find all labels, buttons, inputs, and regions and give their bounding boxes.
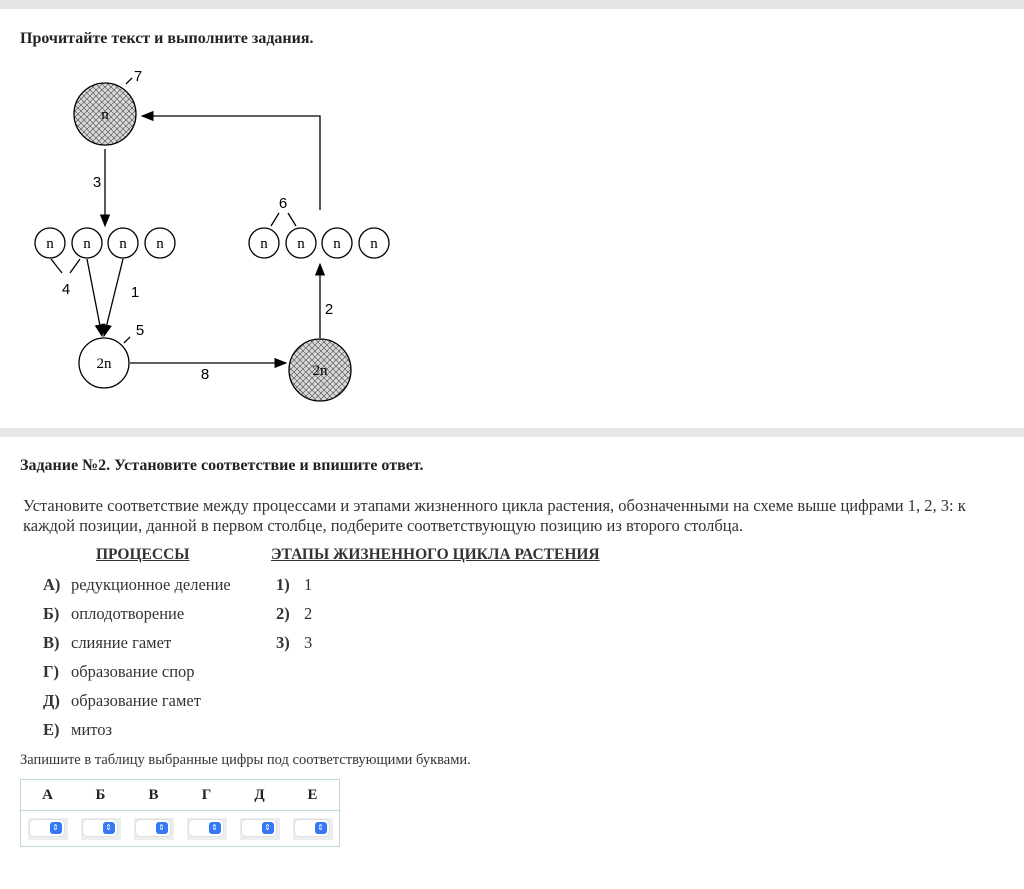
chevron-updown-icon: ⇕	[103, 822, 115, 834]
svg-text:n: n	[370, 236, 378, 252]
processes-header: ПРОЦЕССЫ	[96, 546, 190, 563]
stages-header: ЭТАПЫ ЖИЗНЕННОГО ЦИКЛА РАСТЕНИЯ	[271, 546, 600, 563]
process-item: Б) оплодотворение	[43, 604, 185, 623]
answer-select[interactable]	[240, 818, 280, 840]
answer-select[interactable]	[187, 818, 227, 840]
label-8: 8	[200, 366, 210, 383]
process-item: А) редукционное деление	[43, 575, 231, 594]
label-6: 6	[278, 195, 288, 212]
svg-text:n: n	[156, 236, 164, 252]
answer-select[interactable]	[81, 818, 121, 840]
label-3: 3	[92, 174, 102, 191]
chevron-updown-icon: ⇕	[50, 822, 62, 834]
life-cycle-diagram	[0, 60, 420, 420]
svg-text:n: n	[83, 236, 91, 252]
page-title: Прочитайте текст и выполните задания.	[20, 30, 314, 47]
svg-text:n: n	[333, 236, 341, 252]
chevron-updown-icon: ⇕	[156, 822, 168, 834]
process-item: В) слияние гамет	[43, 633, 172, 652]
stage-item: 3) 3	[276, 633, 313, 652]
process-item: Е) митоз	[43, 720, 113, 739]
svg-text:n: n	[297, 236, 305, 252]
column-letter: Е	[286, 780, 340, 811]
svg-text:n: n	[46, 236, 54, 252]
stage-item: 1) 1	[276, 575, 313, 594]
answer-table	[20, 779, 340, 847]
chevron-updown-icon: ⇕	[209, 822, 221, 834]
chevron-updown-icon: ⇕	[262, 822, 274, 834]
answer-select[interactable]	[134, 818, 174, 840]
label-2: 2	[324, 301, 334, 318]
column-letter: В	[127, 780, 180, 811]
label-7: 7	[133, 68, 143, 85]
svg-text:2n: 2n	[312, 363, 328, 379]
svg-text:n: n	[101, 107, 109, 123]
answer-select[interactable]	[293, 818, 333, 840]
label-1: 1	[130, 284, 140, 301]
column-letter: Г	[180, 780, 233, 811]
instruction-note: Запишите в таблицу выбранные цифры под соответствующими буквами.	[20, 752, 471, 768]
top-bar	[0, 0, 1024, 9]
answer-select[interactable]	[28, 818, 68, 840]
label-5: 5	[135, 322, 145, 339]
stage-item: 2) 2	[276, 604, 313, 623]
svg-text:2n: 2n	[96, 356, 112, 372]
label-4: 4	[61, 281, 71, 298]
svg-text:n: n	[119, 236, 127, 252]
column-letter: А	[21, 780, 75, 811]
svg-text:n: n	[260, 236, 268, 252]
column-letter: Б	[74, 780, 127, 811]
process-item: Г) образование спор	[43, 662, 195, 681]
section-separator	[0, 428, 1024, 437]
column-letter: Д	[233, 780, 286, 811]
task-text: Установите соответствие между процессами и этапами жизненного цикла растения, обозначенными на схеме выше цифрами 1, 2, 3: к каждой позиции, данной в первом столбце, подберите соответствующую позицию из второго столбца.	[23, 496, 966, 535]
process-item: Д) образование гамет	[43, 691, 201, 710]
task-heading: Задание №2. Установите соответствие и впишите ответ.	[20, 457, 424, 474]
chevron-updown-icon: ⇕	[315, 822, 327, 834]
